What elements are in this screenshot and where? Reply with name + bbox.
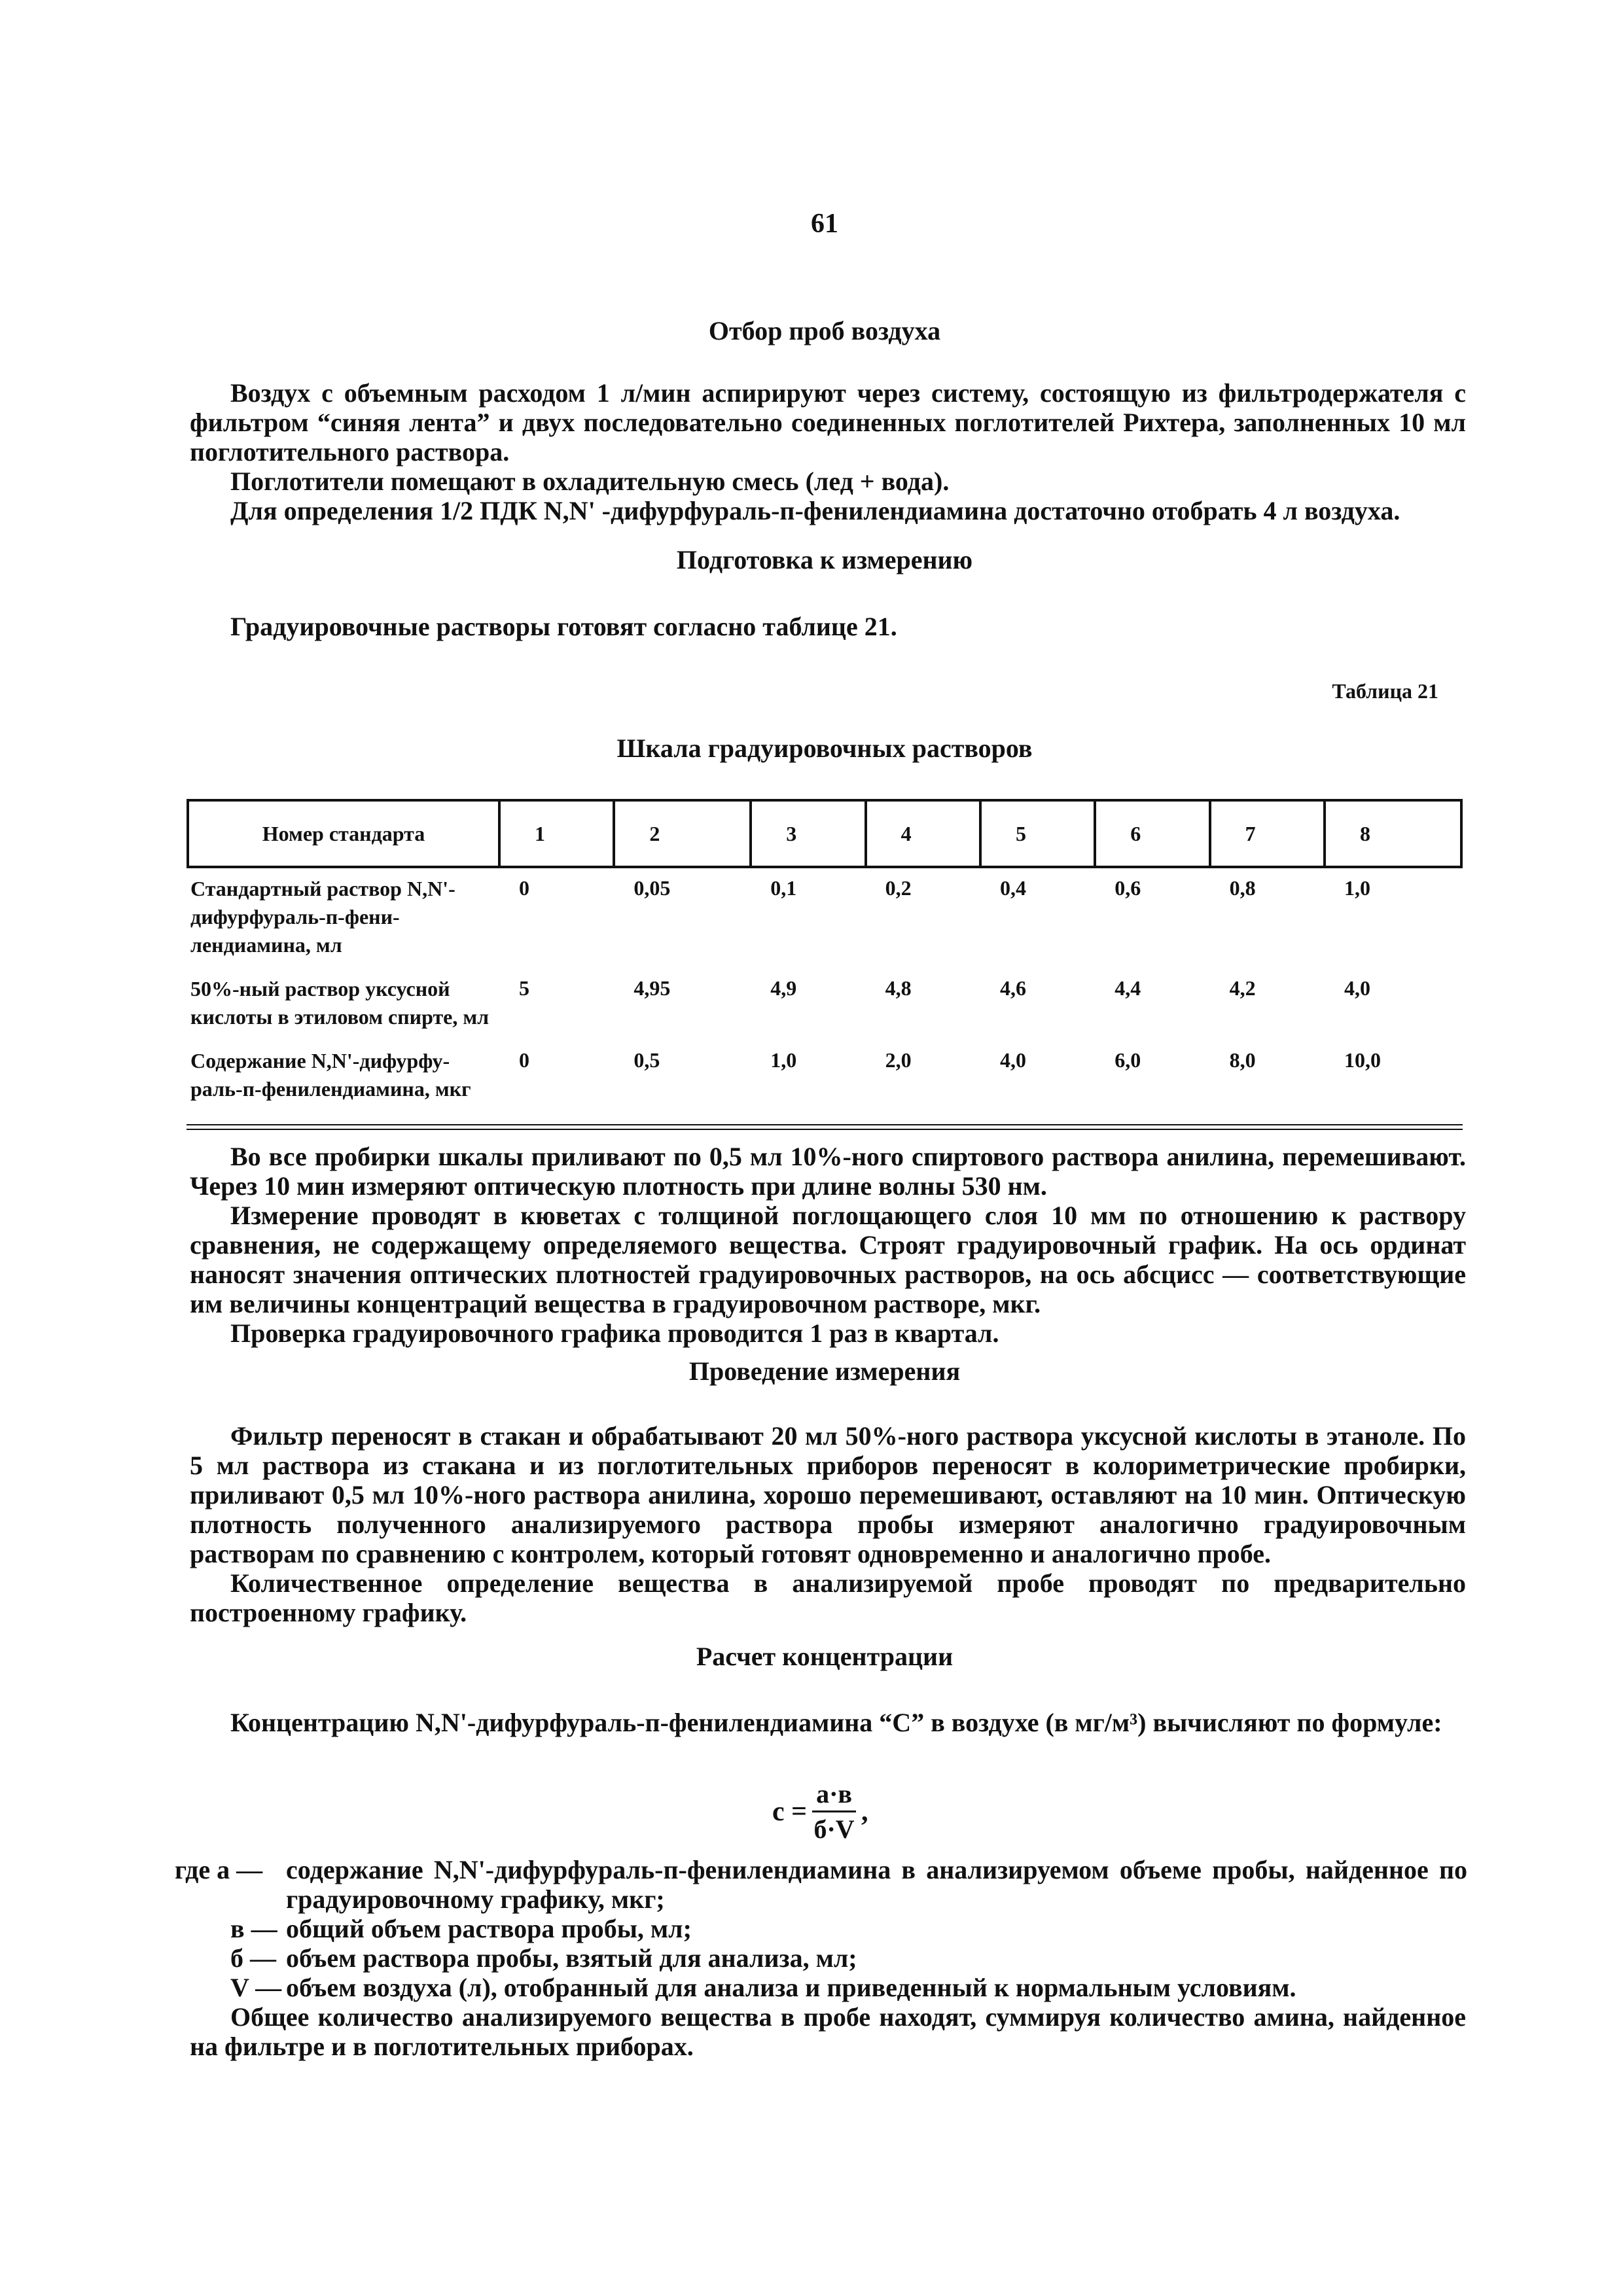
- table-header-col: 8: [1325, 800, 1461, 867]
- table-header-col: 4: [866, 800, 980, 867]
- table-row: [188, 968, 1461, 1040]
- table-row: [188, 867, 1461, 968]
- formula-fraction: [812, 1778, 856, 1845]
- table-cell: 4,8: [885, 976, 912, 1000]
- formula-trail: ,: [861, 1796, 868, 1827]
- table-label: Таблица 21: [1332, 679, 1438, 703]
- after-table-text: [190, 1142, 1466, 1348]
- final-text: [190, 2002, 1466, 2061]
- legend-item: [230, 1973, 1467, 2002]
- heading-calculation: Расчет концентрации: [696, 1642, 954, 1671]
- table-cell: 1,0: [1344, 876, 1370, 900]
- calculation-paragraph-1: Концентрацию N,N'-дифурфураль-п-фенилендиамина “С” в воздухе (в мг/м³) вычисляют по формуле:: [230, 1708, 1442, 1737]
- calculation-text: [190, 1708, 1466, 1737]
- table-row: [188, 1040, 1461, 1112]
- table-cell: 0,6: [1115, 876, 1141, 900]
- table-cell: 5: [519, 976, 529, 1000]
- table-row-label: Содержание N,N'-дифурфу-раль-п-фенилендиамина, мкг: [190, 1049, 471, 1101]
- table-header-col: 6: [1095, 800, 1209, 867]
- table-cell: 10,0: [1344, 1048, 1381, 1072]
- legend-symbol: в —: [230, 1914, 277, 1943]
- legend-definition: содержание N,N'-дифурфураль-п-фенилендиамина в анализируемом объеме пробы, найденное по градуировочному графику, мкг;: [286, 1855, 1467, 1914]
- heading-preparation: Подготовка к измерению: [676, 545, 973, 574]
- formula-legend: [175, 1855, 1467, 2002]
- table-cell: 4,9: [770, 976, 797, 1000]
- after-table-paragraph-1: Во все пробирки шкалы приливают по 0,5 мл 10%-ного спиртового раствора анилина, перемешивают. Через 10 мин измеряют оптическую плотность при длине волны 530 нм.: [190, 1142, 1466, 1201]
- formula-lhs: с =: [772, 1796, 808, 1827]
- table-header-col: 1: [499, 800, 614, 867]
- legend-definition: объем воздуха (л), отобранный для анализа и приведенный к нормальным условиям.: [286, 1973, 1296, 2002]
- sampling-paragraph-3: Для определения 1/2 ПДК N,N' -дифурфураль-п-фенилендиамина достаточно отобрать 4 л воздуха.: [230, 496, 1400, 525]
- sampling-paragraph-1: Воздух с объемным расходом 1 л/мин аспирируют через систему, состоящую из фильтродержателя с фильтром “синяя лента” и двух последовательно соединенных поглотителей Рихтера, заполненных 10 мл поглотительного раствора.: [190, 378, 1466, 467]
- table-header-row: [188, 800, 1461, 867]
- table-cell: 0,05: [633, 876, 671, 900]
- table-cell: 0,1: [770, 876, 797, 900]
- sampling-text: [190, 378, 1466, 525]
- table-cell: 8,0: [1229, 1048, 1256, 1072]
- table-cell: 0: [519, 876, 529, 900]
- legend-item: [230, 1914, 1467, 1943]
- table-cell: 2,0: [885, 1048, 912, 1072]
- table-header-col: 2: [614, 800, 751, 867]
- preparation-text: [190, 612, 1466, 641]
- table-cell: 4,0: [1344, 976, 1370, 1000]
- heading-measurement: Проведение измерения: [688, 1356, 961, 1386]
- legend-definition: общий объем раствора пробы, мл;: [286, 1914, 692, 1943]
- formula-numerator: а·в: [812, 1778, 856, 1812]
- table-cell: 1,0: [770, 1048, 797, 1072]
- preparation-paragraph-1: Градуировочные растворы готовят согласно таблице 21.: [230, 612, 897, 641]
- measurement-paragraph-1: Фильтр переносят в стакан и обрабатывают 20 мл 50%-ного раствора уксусной кислоты в этаноле. По 5 мл раствора из стакана и из поглотительных приборов переносят в колориметрические пробирки, приливают 0,5 мл 10%-ного раствора анилина, хорошо перемешивают, оставляют на 10 мин. Оптическую плотность полученного анализируемого раствора пробы измеряют аналогично градуировочным растворам по сравнению с контролем, который готовят одновременно и аналогично пробе.: [190, 1421, 1466, 1568]
- table-cell: 4,0: [999, 1048, 1026, 1072]
- final-paragraph: Общее количество анализируемого вещества в пробе находят, суммируя количество амина, найденное на фильтре и в поглотительных приборах.: [190, 2002, 1466, 2061]
- after-table-paragraph-3: Проверка градуировочного графика проводится 1 раз в квартал.: [230, 1318, 999, 1348]
- heading-sampling: Отбор проб воздуха: [708, 316, 941, 345]
- legend-definition: объем раствора пробы, взятый для анализа, мл;: [286, 1943, 857, 1973]
- table-cell: 4,2: [1229, 976, 1256, 1000]
- legend-symbol: б —: [230, 1943, 276, 1973]
- table-cell: 0,5: [633, 1048, 660, 1072]
- concentration-formula: [772, 1778, 868, 1845]
- legend-item: [175, 1855, 1467, 1914]
- page-number: 61: [811, 209, 838, 239]
- measurement-paragraph-2: Количественное определение вещества в анализируемой пробе проводят по предварительно построенному графику.: [190, 1568, 1466, 1627]
- table-header-label: Номер стандарта: [188, 800, 499, 867]
- table-row-label: Стандартный раствор N,N'-дифурфураль-п-фени-лендиамина, мл: [190, 877, 455, 957]
- table-bottom-rule: [187, 1129, 1463, 1130]
- table-cell: 0: [519, 1048, 529, 1072]
- legend-item: [230, 1943, 1467, 1973]
- table-bottom-rule: [187, 1124, 1463, 1125]
- table-header-col: 7: [1210, 800, 1325, 867]
- table-cell: 0,2: [885, 876, 912, 900]
- table-title: Шкала градуировочных растворов: [616, 733, 1033, 763]
- formula-denominator: б·V: [813, 1814, 855, 1844]
- table-cell: 4,4: [1115, 976, 1141, 1000]
- table-header-col: 3: [751, 800, 865, 867]
- table-cell: 0,4: [999, 876, 1026, 900]
- table-cell: 4,95: [633, 976, 671, 1000]
- legend-symbol: V —: [230, 1973, 282, 2002]
- sampling-paragraph-2: Поглотители помещают в охладительную смесь (лед + вода).: [230, 467, 950, 496]
- calibration-table: [187, 799, 1463, 1112]
- measurement-text: [190, 1421, 1466, 1627]
- table-cell: 4,6: [999, 976, 1026, 1000]
- after-table-paragraph-2: Измерение проводят в кюветах с толщиной поглощающего слоя 10 мм по отношению к раствору сравнения, не содержащему определяемого вещества. Строят градуировочный график. На ось ординат наносят значения оптических плотностей градуировочных растворов, на ось абсцисс — соответствующие им величины концентраций вещества в градуировочном растворе, мкг.: [190, 1201, 1466, 1318]
- table-row-label: 50%-ный раствор уксусной кислоты в этиловом спирте, мл: [190, 977, 490, 1029]
- table-cell: 6,0: [1115, 1048, 1141, 1072]
- table-header-col: 5: [980, 800, 1095, 867]
- table-cell: 0,8: [1229, 876, 1256, 900]
- legend-symbol: где а —: [175, 1855, 263, 1884]
